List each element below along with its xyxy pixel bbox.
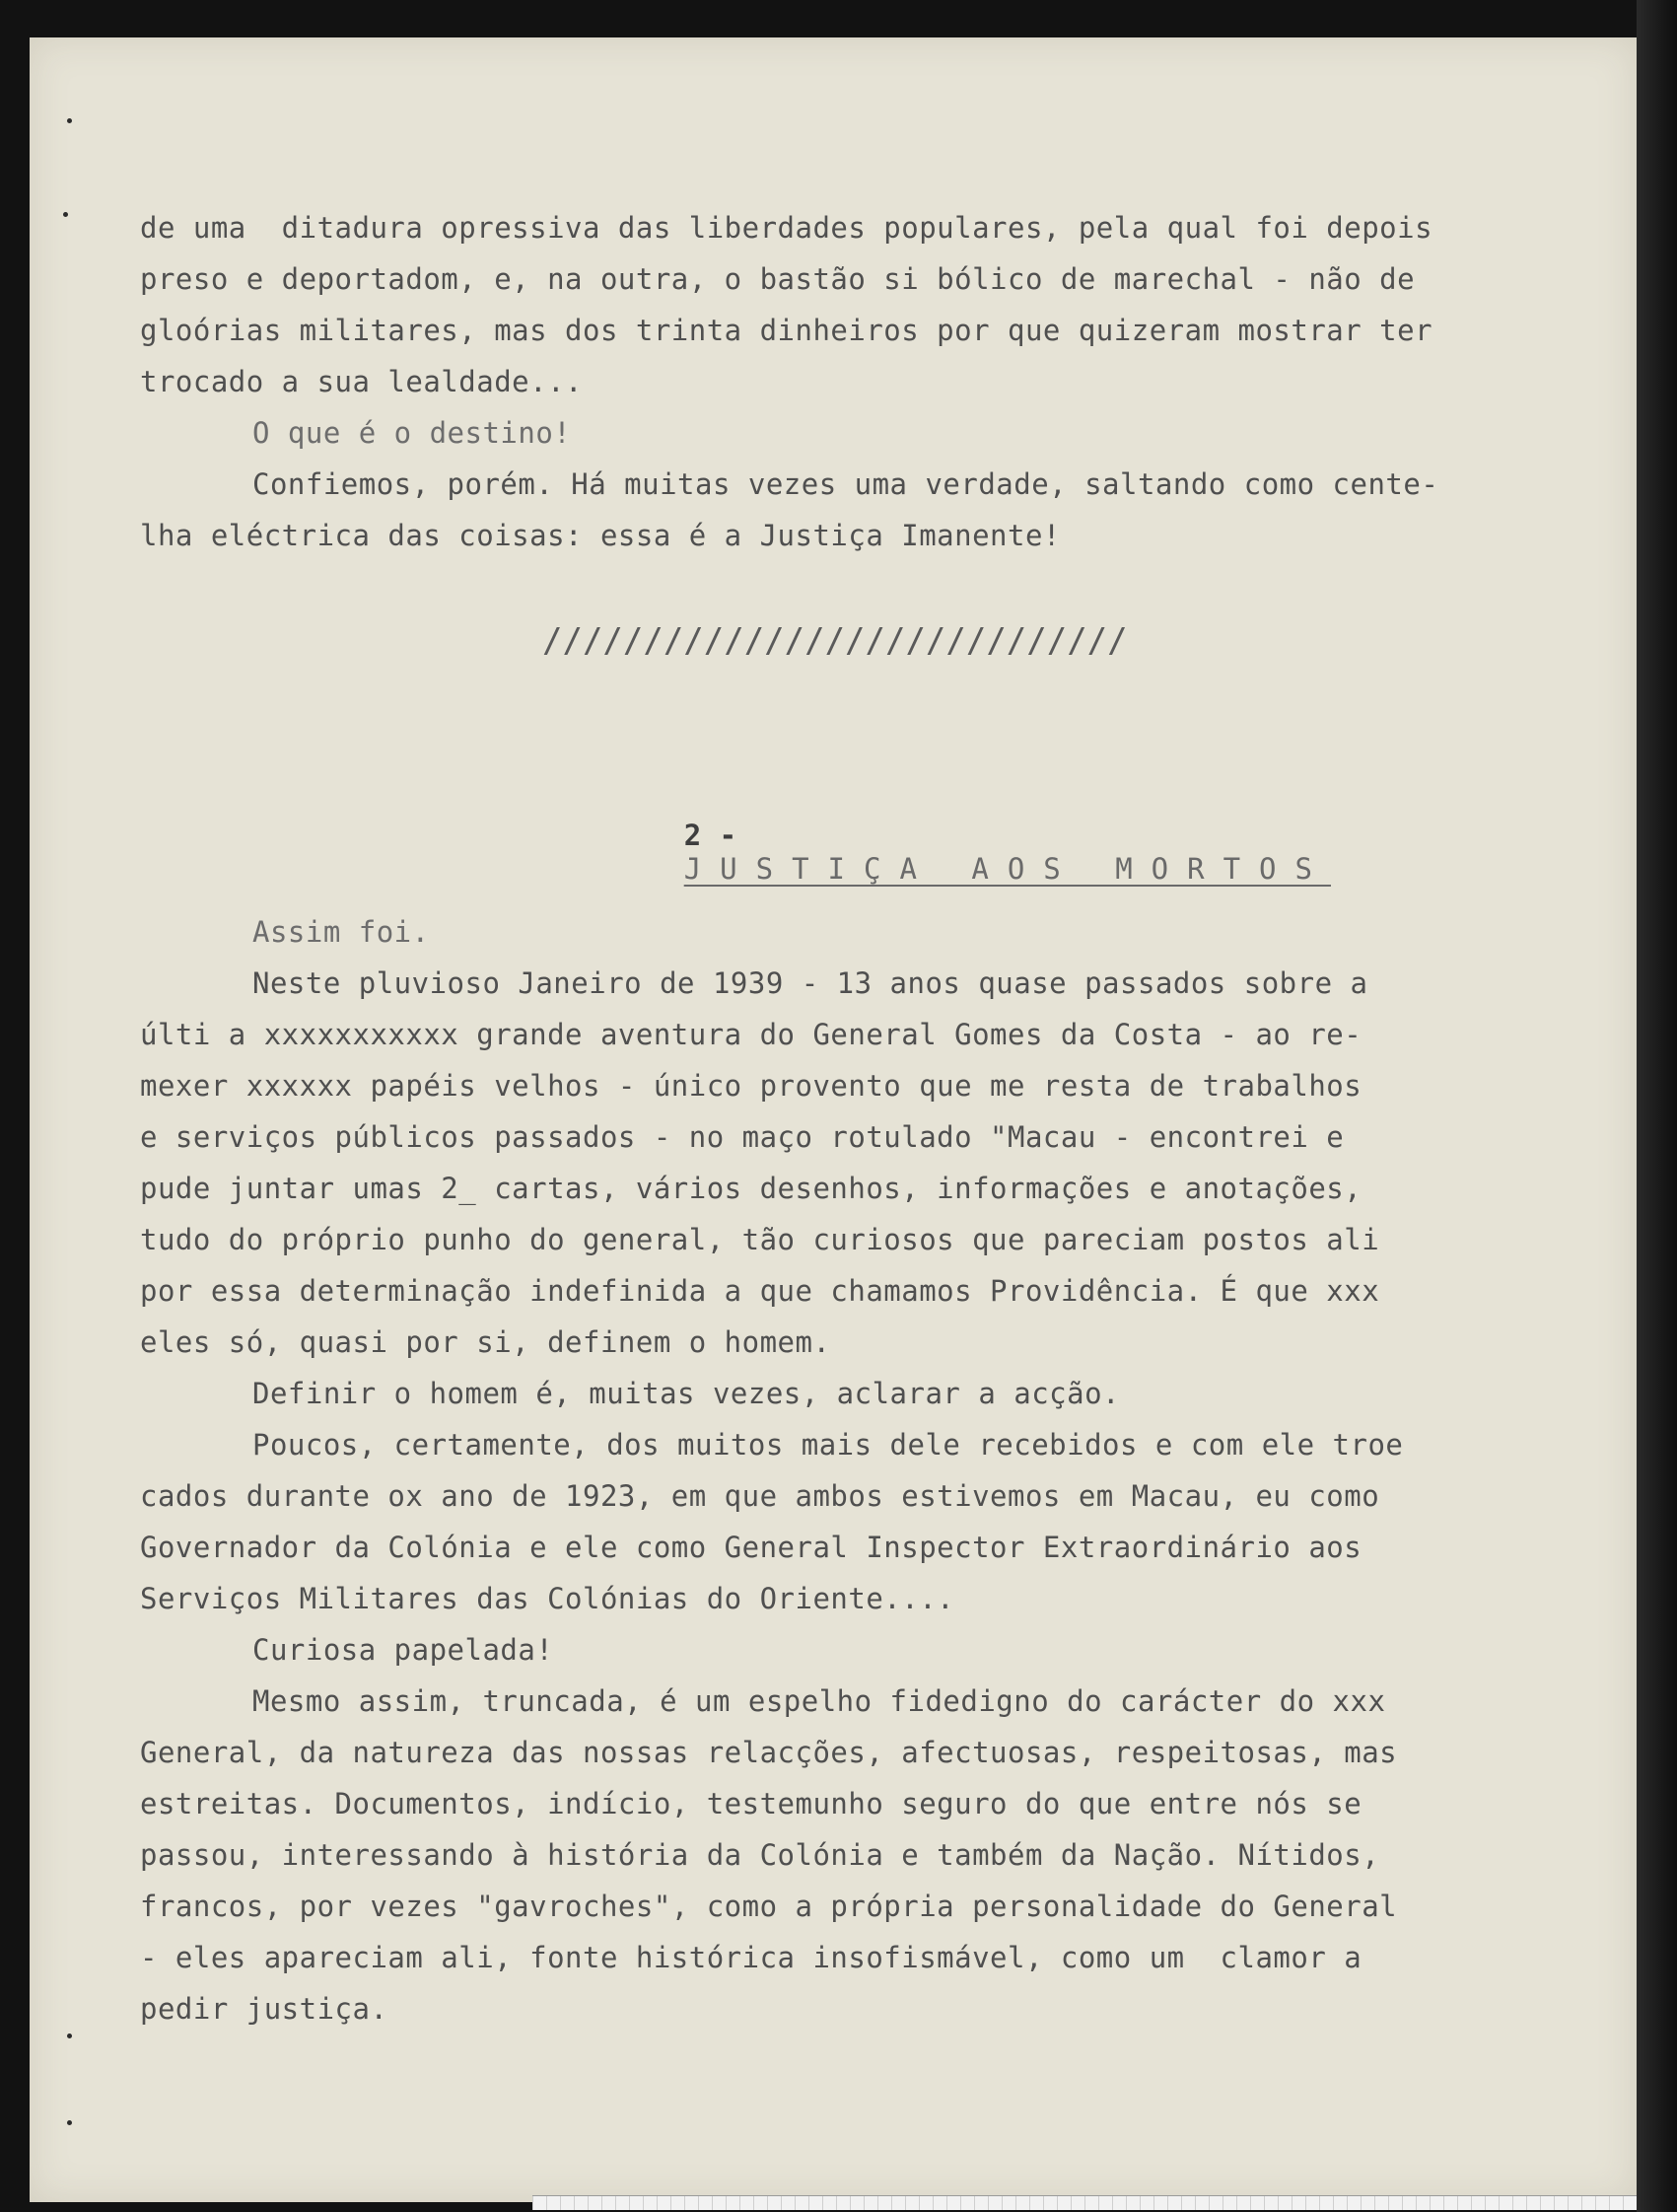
section-heading <box>542 785 1331 919</box>
text-line: Poucos, certamente, dos muitos mais dele recebidos e com ele troe <box>252 1428 1404 1462</box>
text-line: Neste pluvioso Janeiro de 1939 - 13 anos quase passados sobre a <box>252 966 1368 1000</box>
text-line: - eles apareciam ali, fonte histórica insofismável, como um clamor a <box>140 1941 1363 1974</box>
text-line: gloórias militares, mas dos trinta dinheiros por que quizeram mostrar ter <box>140 314 1433 347</box>
text-line: tudo do próprio punho do general, tão curiosos que pareciam postos ali <box>140 1223 1380 1256</box>
text-line: mexer xxxxxx papéis velhos - único provento que me resta de trabalhos <box>140 1069 1363 1103</box>
text-line: Governador da Colónia e ele como General Inspector Extraordinário aos <box>140 1531 1363 1564</box>
text-line: trocado a sua lealdade... <box>140 365 583 398</box>
typewritten-page <box>30 37 1637 2202</box>
text-line: Definir o homem é, muitas vezes, aclarar a acção. <box>252 1377 1121 1410</box>
page-text <box>30 37 1637 2202</box>
text-line: lha eléctrica das coisas: essa é a Justiça Imanente! <box>140 519 1061 552</box>
text-line: cados durante ox ano de 1923, em que ambos estivemos em Macau, eu como <box>140 1479 1380 1513</box>
text-line: eles só, quasi por si, definem o homem. <box>140 1325 831 1359</box>
text-line: O que é o destino! <box>252 416 572 450</box>
text-line: e serviços públicos passados - no maço rotulado "Macau - encontrei e <box>140 1120 1345 1154</box>
text-line: Mesmo assim, truncada, é um espelho fidedigno do carácter do xxx <box>252 1684 1386 1718</box>
section-title: JUSTIÇA AOS MORTOS <box>683 852 1331 886</box>
text-line: Serviços Militares das Colónias do Oriente.... <box>140 1582 955 1615</box>
text-line: Curiosa papelada! <box>252 1633 554 1667</box>
text-line: pedir justiça. <box>140 1992 388 2026</box>
text-line: pude juntar umas 2_ cartas, vários desenhos, informações e anotações, <box>140 1172 1363 1205</box>
text-line: por essa determinação indefinida a que chamamos Providência. É que xxx <box>140 1274 1380 1308</box>
punch-hole-mark <box>63 212 68 217</box>
text-line: preso e deportadom, e, na outra, o bastão si bólico de marechal - não de <box>140 262 1416 296</box>
text-line: de uma ditadura opressiva das liberdades populares, pela qual foi depois <box>140 211 1433 245</box>
punch-hole-mark <box>67 2034 72 2038</box>
scan-ruler <box>532 2195 1637 2210</box>
punch-hole-mark <box>67 118 72 123</box>
text-line: Confiemos, porém. Há muitas vezes uma verdade, saltando como cente- <box>252 467 1439 501</box>
text-line: Assim foi. <box>252 915 430 949</box>
text-line: francos, por vezes "gavroches", como a própria personalidade do General <box>140 1890 1398 1923</box>
punch-hole-mark <box>67 2120 72 2125</box>
text-line: últi a xxxxxxxxxxx grande aventura do General Gomes da Costa - ao re- <box>140 1018 1363 1051</box>
text-line: passou, interessando à história da Colónia e também da Nação. Nítidos, <box>140 1838 1380 1872</box>
section-number: 2 - <box>683 819 737 852</box>
scan-edge <box>1637 0 1677 2212</box>
text-line: estreitas. Documentos, indício, testemunho seguro do que entre nós se <box>140 1787 1363 1820</box>
text-line: General, da natureza das nossas relacções, afectuosas, respeitosas, mas <box>140 1736 1398 1769</box>
section-divider: ///////////////////////////// <box>542 621 1128 661</box>
